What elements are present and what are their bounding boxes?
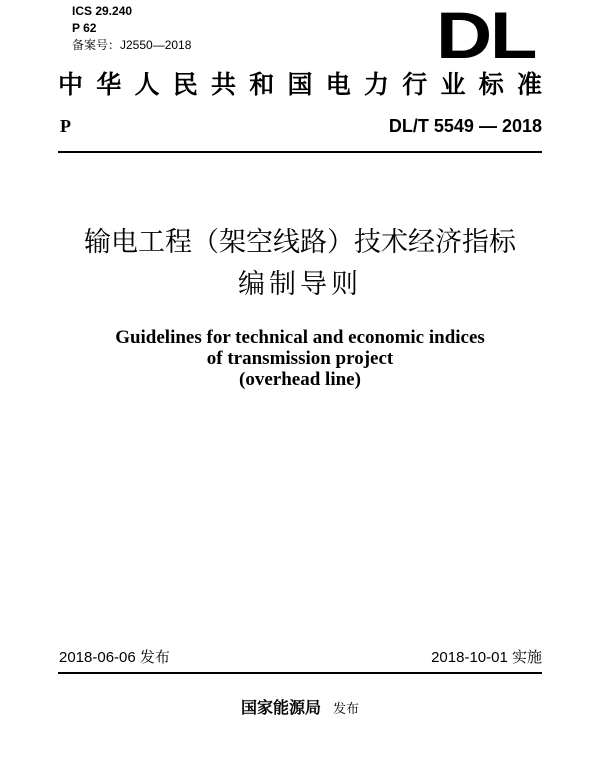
title-chinese-line-1: 输电工程（架空线路）技术经济指标 [84,227,516,258]
implementation-date: 2018-10-01 实施 [431,649,542,666]
record-number: 备案号：J2550—2018 [72,38,192,52]
standard-category: 中华人民共和国电力行业标准 [58,70,542,99]
title-chinese-line-2: 编制导则 [238,269,362,300]
title-english-line-3: (overhead line) [239,369,361,390]
issuer-action: 发布 [333,702,360,717]
classification-code: P 62 [72,21,97,35]
standard-number: DL/T 5549 — 2018 [388,116,542,136]
title-english-line-2: of transmission project [206,348,394,369]
ics-code: ICS 29.240 [72,4,133,18]
issuer-name: 国家能源局 [240,698,321,717]
top-divider [58,151,542,153]
title-english-line-1: Guidelines for technical and economic indices [115,327,485,348]
issuer-line [0,698,600,720]
dl-logo: DL [436,0,536,72]
issue-date: 2018-06-06 发布 [59,649,170,666]
bottom-divider [58,672,542,674]
class-letter: P [60,116,71,136]
